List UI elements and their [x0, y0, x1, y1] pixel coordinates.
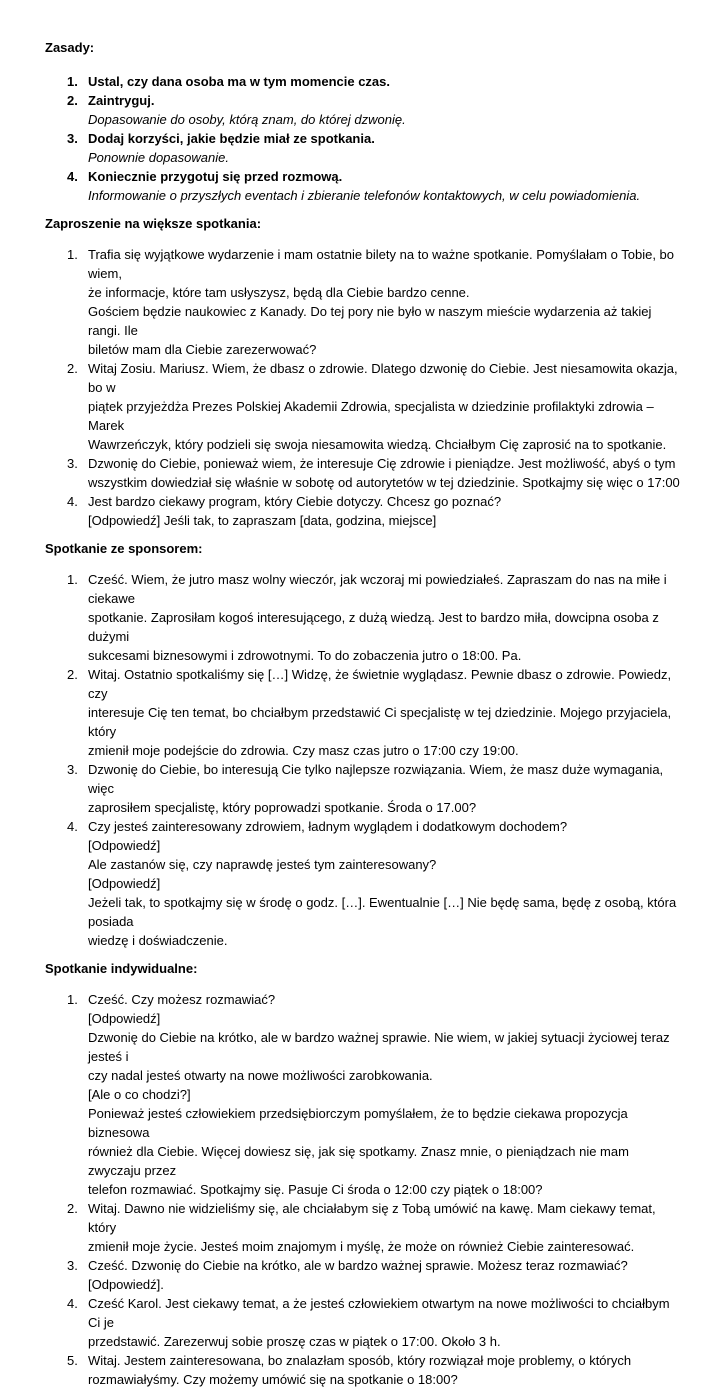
rule-title: Koniecznie przygotuj się przed rozmową. — [88, 169, 343, 184]
invitation-heading: Zaproszenie na większe spotkania: — [45, 216, 262, 231]
list-item — [45, 129, 685, 167]
rule-title: Ustal, czy dana osoba ma w tym momencie czas. — [88, 74, 391, 89]
item-text-line: Cześć. Czy możesz rozmawiać? — [88, 992, 276, 1007]
item-text-line: zaprosiłem specjalistę, który poprowadzi spotkanie. Środa o 17.00? — [88, 800, 477, 815]
item-text-line: Cześć. Wiem, że jutro masz wolny wieczór, jak wczoraj mi powiedziałeś. Zapraszam do nas na miłe i ciekawe — [88, 572, 667, 606]
item-text-line: wiedzę i doświadczenie. — [88, 933, 228, 948]
list-item — [45, 760, 685, 817]
item-text-line: Witaj. Ostatnio spotkaliśmy się […] Widzę, że świetnie wyglądasz. Pewnie dbasz o zdrowie. Powiedz, czy — [88, 667, 672, 701]
item-number: 4. — [67, 819, 78, 834]
individual-heading: Spotkanie indywidualne: — [45, 961, 198, 976]
item-number: 3. — [67, 456, 78, 471]
item-text-line: Wawrzeńczyk, który podzieli się swoja niesamowita wiedzą. Chciałbym Cię zaprosić na to spotkanie. — [88, 437, 667, 452]
item-text-line: spotkanie. Zaprosiłam kogoś interesującego, z dużą wiedzą. Jest to bardzo miła, dowcipna osoba z dużymi — [88, 610, 659, 644]
item-number: 4. — [67, 494, 78, 509]
item-text-line: przedstawić. Zarezerwuj sobie proszę czas w piątek o 17:00. Około 3 h. — [88, 1334, 501, 1349]
item-text-line: [Ale o co chodzi?] — [88, 1087, 191, 1102]
item-text-line: Dzwonię do Ciebie na krótko, ale w bardzo ważnej sprawie. Nie wiem, w jakiej sytuacji życiowej teraz jesteś i — [88, 1030, 670, 1064]
item-text-line: Ponieważ jesteś człowiekiem przedsiębiorczym pomyślałem, że to będzie ciekawa propozycja biznesowa — [88, 1106, 628, 1140]
rule-note: Ponownie dopasowanie. — [88, 150, 229, 165]
item-text-line: Cześć. Dzwonię do Ciebie na krótko, ale w bardzo ważnej sprawie. Możesz teraz rozmawiać? [Odpowiedź]. — [88, 1258, 628, 1292]
item-text-line: rozmawiałyśmy. Czy możemy umówić się na spotkanie o 18:00? — [88, 1372, 458, 1387]
item-text-line: biletów mam dla Ciebie zarezerwować? — [88, 342, 317, 357]
item-text-line: sukcesami biznesowymi i zdrowotnymi. To do zobaczenia jutro o 18:00. Pa. — [88, 648, 522, 663]
list-item — [45, 167, 685, 205]
list-item — [45, 1199, 685, 1256]
item-number: 1. — [67, 247, 78, 262]
item-number: 3. — [67, 131, 78, 146]
rule-note: Informowanie o przyszłych eventach i zbieranie telefonów kontaktowych, w celu powiadomienia. — [88, 188, 641, 203]
list-item — [45, 817, 685, 950]
item-text-line: [Odpowiedź] — [88, 1011, 161, 1026]
item-text-line: Witaj Zosiu. Mariusz. Wiem, że dbasz o zdrowie. Dlatego dzwonię do Ciebie. Jest niesamowita okazja, bo w — [88, 361, 678, 395]
sponsor-heading: Spotkanie ze sponsorem: — [45, 541, 203, 556]
list-item — [45, 492, 685, 530]
item-number: 2. — [67, 667, 78, 682]
item-text-line: Cześć Karol. Jest ciekawy temat, a że jesteś człowiekiem otwartym na nowe możliwości to chciałbym Ci je — [88, 1296, 670, 1330]
list-item — [45, 245, 685, 359]
list-item — [45, 91, 685, 129]
item-text-line: piątek przyjeżdża Prezes Polskiej Akademii Zdrowia, specjalista w dziedzinie profilaktyki zdrowia – Marek — [88, 399, 654, 433]
item-text-line: że informacje, które tam usłyszysz, będą dla Ciebie bardzo cenne. — [88, 285, 470, 300]
list-item — [45, 359, 685, 454]
item-text-line: [Odpowiedź] Jeśli tak, to zapraszam [data, godzina, miejsce] — [88, 513, 437, 528]
item-text-line: interesuje Cię ten temat, bo chciałbym przedstawić Ci specjalistę w tej dziedzinie. Mojego przyjaciela, który — [88, 705, 672, 739]
item-number: 2. — [67, 361, 78, 376]
item-text-line: Jest bardzo ciekawy program, który Ciebie dotyczy. Chcesz go poznać? — [88, 494, 502, 509]
rules-heading: Zasady: — [45, 40, 95, 55]
item-text-line: Witaj. Jestem zainteresowana, bo znalazłam sposób, który rozwiązał moje problemy, o których — [88, 1353, 632, 1368]
item-number: 2. — [67, 1201, 78, 1216]
list-item — [45, 1351, 685, 1389]
sponsor-list — [45, 570, 685, 950]
item-number: 5. — [67, 1353, 78, 1368]
item-text-line: czy nadal jesteś otwarty na nowe możliwości zarobkowania. — [88, 1068, 433, 1083]
item-number: 1. — [67, 572, 78, 587]
list-item — [45, 1294, 685, 1351]
item-text-line: Gościem będzie naukowiec z Kanady. Do tej pory nie było w naszym mieście wydarzenia aż takiej rangi. Ile — [88, 304, 652, 338]
list-item — [45, 665, 685, 760]
item-text-line: Trafia się wyjątkowe wydarzenie i mam ostatnie bilety na to ważne spotkanie. Pomyślałam o Tobie, bo wiem, — [88, 247, 675, 281]
rule-title: Dodaj korzyści, jakie będzie miał ze spotkania. — [88, 131, 375, 146]
item-number: 3. — [67, 1258, 78, 1273]
item-number: 3. — [67, 762, 78, 777]
item-text-line: Dzwonię do Ciebie, bo interesują Cie tylko najlepsze rozwiązania. Wiem, że masz duże wymagania, więc — [88, 762, 664, 796]
item-text-line: zmienił moje życie. Jesteś moim znajomym i myślę, że może on również Ciebie zainteresować. — [88, 1239, 635, 1254]
item-number: 1. — [67, 74, 78, 89]
individual-list — [45, 990, 685, 1389]
item-text-line: Jeżeli tak, to spotkajmy się w środę o godz. […]. Ewentualnie […] Nie będę sama, będę z osobą, która posiada — [88, 895, 677, 929]
item-number: 2. — [67, 93, 78, 108]
item-text-line: Witaj. Dawno nie widzieliśmy się, ale chciałabym się z Tobą umówić na kawę. Mam ciekawy temat, który — [88, 1201, 656, 1235]
item-text-line: telefon rozmawiać. Spotkajmy się. Pasuje Ci środa o 12:00 czy piątek o 18:00? — [88, 1182, 543, 1197]
item-text-line: wszystkim dowiedział się właśnie w sobotę od autorytetów w tej dziedzinie. Spotkajmy się więc o 17:00 — [88, 475, 680, 490]
item-text-line: [Odpowiedź] — [88, 838, 161, 853]
item-text-line: [Odpowiedź] — [88, 876, 161, 891]
list-item — [45, 72, 685, 91]
item-text-line: Dzwonię do Ciebie, ponieważ wiem, że interesuje Cię zdrowie i pieniądze. Jest możliwość, abyś o tym — [88, 456, 676, 471]
rule-note: Dopasowanie do osoby, którą znam, do której dzwonię. — [88, 112, 406, 127]
item-text-line: Czy jesteś zainteresowany zdrowiem, ładnym wyglądem i dodatkowym dochodem? — [88, 819, 568, 834]
list-item — [45, 454, 685, 492]
rules-list — [45, 72, 685, 205]
item-text-line: Ale zastanów się, czy naprawdę jesteś tym zainteresowany? — [88, 857, 437, 872]
item-text-line: również dla Ciebie. Więcej dowiesz się, jak się spotkamy. Znasz mnie, o pieniądzach nie mam zwyczaju przez — [88, 1144, 629, 1178]
rule-title: Zaintryguj. — [88, 93, 155, 108]
item-number: 4. — [67, 1296, 78, 1311]
item-number: 1. — [67, 992, 78, 1007]
invitation-list — [45, 245, 685, 530]
list-item — [45, 570, 685, 665]
item-number: 4. — [67, 169, 78, 184]
list-item — [45, 1256, 685, 1294]
item-text-line: zmienił moje podejście do zdrowia. Czy masz czas jutro o 17:00 czy 19:00. — [88, 743, 519, 758]
list-item — [45, 990, 685, 1199]
